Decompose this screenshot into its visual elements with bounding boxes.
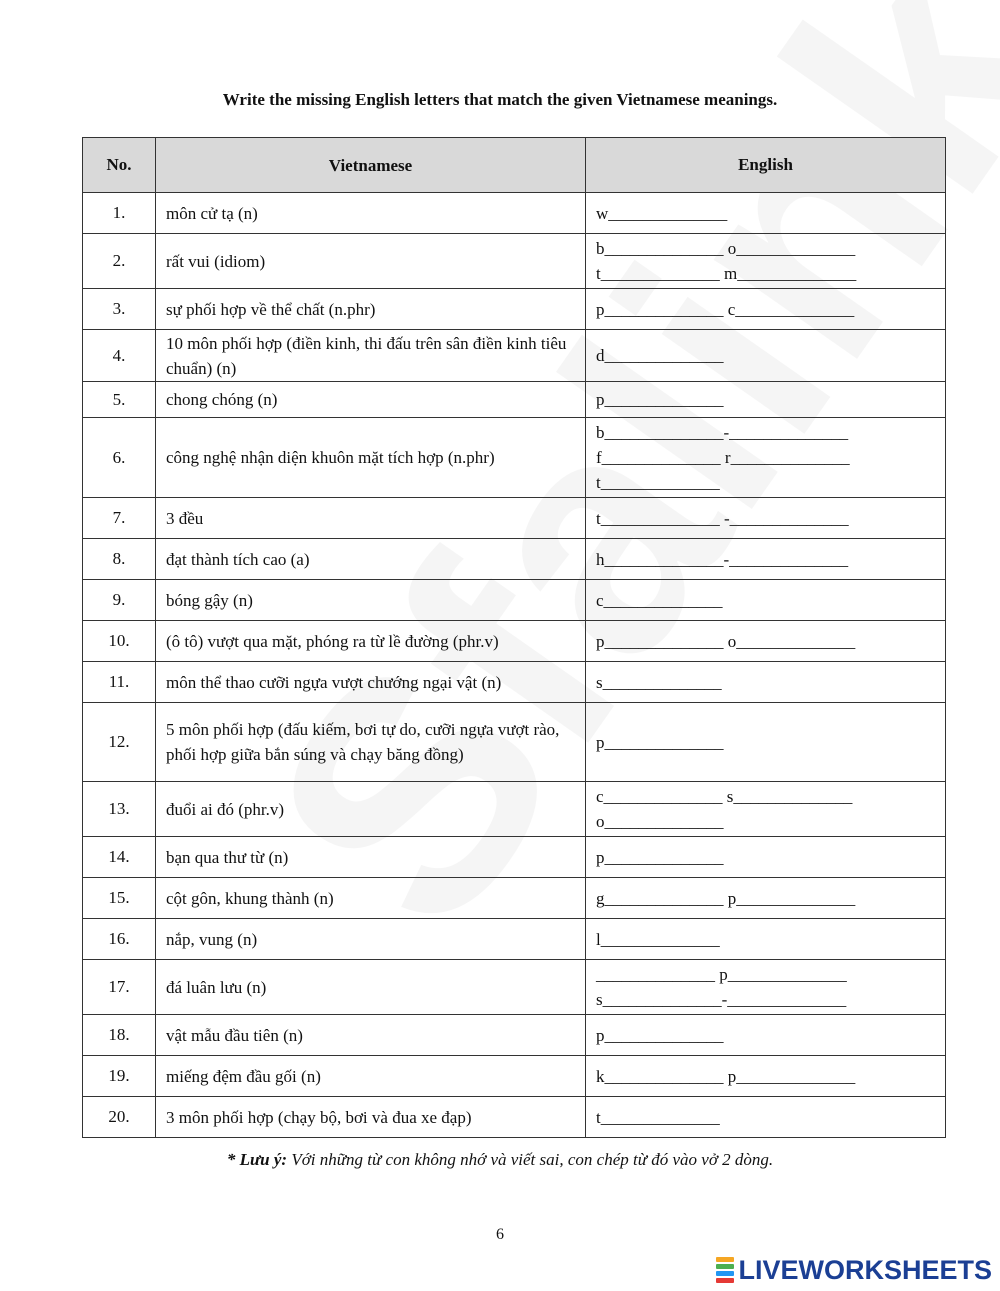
vietnamese-meaning: bạn qua thư từ (n) [156, 837, 586, 878]
table-row [83, 418, 946, 498]
english-blank[interactable]: ______________ p______________ [596, 965, 847, 984]
vietnamese-meaning: vật mẫu đầu tiên (n) [156, 1015, 586, 1056]
english-blank[interactable]: p______________ [596, 732, 724, 752]
table-row [83, 1097, 946, 1138]
header-english: English [586, 138, 946, 193]
row-number: 8. [83, 539, 156, 580]
english-answer [586, 382, 946, 418]
row-number: 3. [83, 289, 156, 330]
english-answer [586, 289, 946, 330]
vietnamese-meaning: miếng đệm đầu gối (n) [156, 1056, 586, 1097]
table-row [83, 662, 946, 703]
vietnamese-meaning: đuổi ai đó (phr.v) [156, 782, 586, 837]
english-answer [586, 621, 946, 662]
english-answer [586, 418, 946, 498]
table-row [83, 539, 946, 580]
english-blank[interactable]: p______________ o______________ [596, 631, 856, 651]
row-number: 20. [83, 1097, 156, 1138]
row-number: 7. [83, 498, 156, 539]
note-text: Với những từ con không nhớ và viết sai, con chép từ đó vào vở 2 dòng. [287, 1150, 774, 1169]
english-blank[interactable]: p______________ [596, 1025, 724, 1045]
english-answer [586, 1056, 946, 1097]
table-row [83, 234, 946, 289]
note [0, 1150, 1000, 1170]
row-number: 14. [83, 837, 156, 878]
english-answer [586, 878, 946, 919]
english-blank[interactable]: p______________ [596, 390, 724, 409]
english-blank[interactable]: p______________ c______________ [596, 299, 855, 319]
english-blank[interactable]: c______________ [596, 590, 723, 610]
english-blank[interactable]: o______________ [596, 812, 724, 831]
row-number: 15. [83, 878, 156, 919]
vietnamese-meaning: nắp, vung (n) [156, 919, 586, 960]
english-answer [586, 234, 946, 289]
table-row [83, 1056, 946, 1097]
table-header-row [83, 138, 946, 193]
english-answer [586, 330, 946, 382]
english-blank[interactable]: f______________ r______________ [596, 448, 850, 467]
row-number: 2. [83, 234, 156, 289]
table-row [83, 382, 946, 418]
vietnamese-meaning: 3 môn phối hợp (chạy bộ, bơi và đua xe đạp) [156, 1097, 586, 1138]
table-row [83, 330, 946, 382]
english-blank[interactable]: s______________-______________ [596, 990, 847, 1009]
vietnamese-meaning: rất vui (idiom) [156, 234, 586, 289]
table-row [83, 703, 946, 782]
vietnamese-meaning: đá luân lưu (n) [156, 960, 586, 1015]
english-answer [586, 193, 946, 234]
page-number: 6 [496, 1226, 504, 1243]
header-no: No. [83, 138, 156, 193]
english-blank[interactable]: c______________ s______________ [596, 787, 853, 806]
english-blank[interactable]: b______________-______________ [596, 423, 849, 442]
vietnamese-meaning: 5 môn phối hợp (đấu kiếm, bơi tự do, cưỡi ngựa vượt rào, phối hợp giữa bắn súng và chạy băng đồng) [156, 703, 586, 782]
row-number: 4. [83, 330, 156, 382]
table-row [83, 782, 946, 837]
english-answer [586, 919, 946, 960]
liveworksheets-logo [716, 1255, 992, 1285]
english-answer [586, 1015, 946, 1056]
english-blank[interactable]: l______________ [596, 929, 720, 949]
table-row [83, 580, 946, 621]
vietnamese-meaning: 3 đều [156, 498, 586, 539]
english-answer [586, 703, 946, 782]
row-number: 10. [83, 621, 156, 662]
english-blank[interactable]: b______________ o______________ [596, 239, 856, 258]
note-label: * Lưu ý: [226, 1150, 288, 1169]
english-blank[interactable]: h______________-______________ [596, 549, 849, 569]
row-number: 17. [83, 960, 156, 1015]
table-row [83, 1015, 946, 1056]
english-blank[interactable]: t______________ [596, 473, 720, 492]
table-row [83, 960, 946, 1015]
vietnamese-meaning: môn thể thao cưỡi ngựa vượt chướng ngại vật (n) [156, 662, 586, 703]
table-row [83, 878, 946, 919]
liveworksheets-logo-icon [716, 1257, 734, 1283]
vietnamese-meaning: chong chóng (n) [156, 382, 586, 418]
row-number: 12. [83, 703, 156, 782]
english-blank[interactable]: g______________ p______________ [596, 888, 856, 908]
english-answer [586, 662, 946, 703]
table-row [83, 498, 946, 539]
vietnamese-meaning: công nghệ nhận diện khuôn mặt tích hợp (n.phr) [156, 418, 586, 498]
english-answer [586, 782, 946, 837]
vietnamese-meaning: đạt thành tích cao (a) [156, 539, 586, 580]
table-row [83, 193, 946, 234]
english-blank[interactable]: t______________ -______________ [596, 508, 849, 528]
english-answer [586, 539, 946, 580]
vietnamese-meaning: môn cử tạ (n) [156, 193, 586, 234]
english-blank[interactable]: p______________ [596, 847, 724, 867]
row-number: 5. [83, 382, 156, 418]
row-number: 9. [83, 580, 156, 621]
english-answer [586, 580, 946, 621]
logo-text: LIVEWORKSHEETS [738, 1254, 992, 1285]
row-number: 18. [83, 1015, 156, 1056]
english-blank[interactable]: s______________ [596, 672, 722, 692]
row-number: 16. [83, 919, 156, 960]
english-blank[interactable]: t______________ [596, 1107, 720, 1127]
row-number: 11. [83, 662, 156, 703]
worksheet-title: Write the missing English letters that match the given Vietnamese meanings. [222, 90, 778, 109]
row-number: 13. [83, 782, 156, 837]
row-number: 6. [83, 418, 156, 498]
vocabulary-table [82, 137, 946, 1138]
vietnamese-meaning: cột gôn, khung thành (n) [156, 878, 586, 919]
english-blank[interactable]: t______________ m______________ [596, 264, 857, 283]
table-row [83, 919, 946, 960]
english-answer [586, 498, 946, 539]
english-answer [586, 837, 946, 878]
vietnamese-meaning: 10 môn phối hợp (điền kinh, thi đấu trên sân điền kinh tiêu chuẩn) (n) [156, 330, 586, 382]
table-row [83, 837, 946, 878]
table-row [83, 621, 946, 662]
english-answer [586, 1097, 946, 1138]
vietnamese-meaning: (ô tô) vượt qua mặt, phóng ra từ lề đường (phr.v) [156, 621, 586, 662]
row-number: 19. [83, 1056, 156, 1097]
vietnamese-meaning: bóng gậy (n) [156, 580, 586, 621]
header-vietnamese: Vietnamese [156, 138, 586, 193]
english-answer [586, 960, 946, 1015]
english-blank[interactable]: k______________ p______________ [596, 1066, 856, 1086]
english-blank[interactable]: d______________ [596, 346, 724, 365]
table-row [83, 289, 946, 330]
english-blank[interactable]: w______________ [596, 203, 728, 223]
vietnamese-meaning: sự phối hợp về thể chất (n.phr) [156, 289, 586, 330]
row-number: 1. [83, 193, 156, 234]
